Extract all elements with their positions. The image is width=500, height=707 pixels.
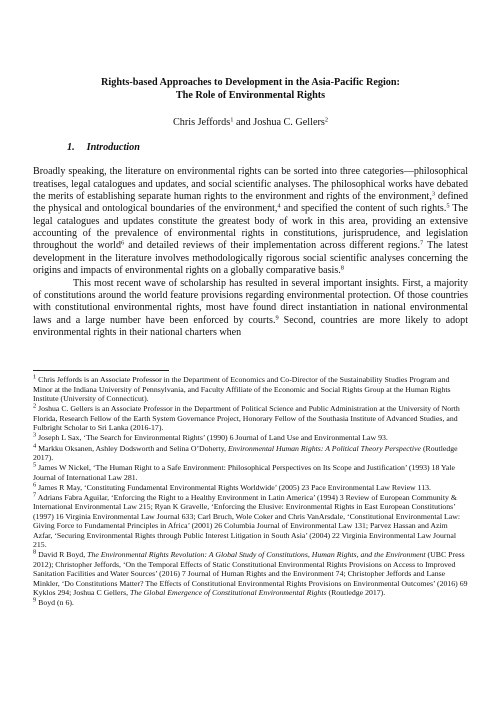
- body-text: [33, 166, 468, 339]
- footnote-text: Joshua C. Gellers is an Associate Professor in the Department of Political Science and Public Administration at the University of North Florida, Research Fellow of the Earth System Governance Project, Honorary Fellow of the Southasia Institute of Advanced Studies, and Fulbright Scholar to Sri Lanka (2016-17).: [33, 404, 460, 433]
- paragraph-1-text-d: The legal catalogues and updates constitute the greatest body of work in this area, providing an extensive accounting of the prevalence of environmental rights in constitutions, jurisprudence, and legislation throughout the world: [33, 203, 468, 252]
- paragraph-1-text-f: The latest development in the literature involves methodologically rigorous social scientific analyses concerning the origins and impacts of environmental rights on a globally comparative basis.: [33, 240, 468, 277]
- footnote-number: 2: [33, 402, 37, 410]
- footnote-number: 1: [33, 373, 37, 381]
- footnote-6: [33, 483, 468, 493]
- footnote-8: [33, 550, 468, 598]
- footnote-number: 7: [33, 491, 37, 499]
- footnote-number: 6: [33, 481, 37, 489]
- footnote-ref-6: 6: [120, 239, 125, 247]
- author-2-name: Joshua C. Gellers: [253, 117, 325, 129]
- footnote-text: David R Boyd,: [36, 550, 88, 560]
- footnote-separator: [33, 370, 169, 371]
- footnote-number: 5: [33, 461, 37, 469]
- footnote-5: [33, 463, 468, 482]
- footnote-text: Boyd (n 6).: [36, 598, 74, 608]
- paragraph-2-text-a: This most recent wave of scholarship has resulted in several important insights. First, a majority of constitutions around the world feature provisions regarding environmental protection. Of those countries with constitutional environmental rights, most have found direct instantiation in national environmental laws and a large number have been enforced by courts.: [33, 277, 468, 326]
- footnote-ref-8: 8: [340, 264, 344, 272]
- footnote-book-title: The Environmental Rights Revolution: A Global Study of Constitutions, Human Rights, and the Environment: [87, 550, 426, 560]
- paragraph-2: [33, 278, 468, 340]
- section-number: 1.: [67, 142, 75, 154]
- footnote-text: Adrians Fabra Aguilar, ‘Enforcing the Right to a Healthy Environment in Latin America’ (1994) 3 Review of European Community & International Environmental Law 215; Ryan K Gravelle, ‘Enforcing the Elusive: Environmental Rights in East European Constitutions’ (1997) 16 Virginia Environmental Law Journal 633; Carl Bruch, Wole Coker and Chris VanArsdale, ‘Constitutional Environmental Law: Giving Force to Fundamental Principles in Africa’ (2001) 26 Columbia Journal of Environmental Law 131; Parvez Hassan and Azim Azfar, ‘Securing Environmental Rights through Public Interest Litigation in South Asia’ (2004) 22 Virginia Environmental Law Journal 215.: [33, 492, 461, 550]
- footnote-text: Markku Oksanen, Ashley Dodsworth and Selina O’Doherty,: [36, 443, 228, 453]
- footnote-text: (Routledge 2017).: [33, 443, 458, 462]
- footnote-book-title: The Global Emergence of Constitutional Environmental Rights: [130, 588, 327, 598]
- footnotes: [33, 375, 468, 608]
- paragraph-1-text-a: Broadly speaking, the literature on environmental rights can be sorted into three categories—philosophical treatises, legal catalogues and updates, and social scientific analyses. The philosophical works have debated the merits of establishing separate human rights to the environment and rights of the environment,: [33, 166, 468, 203]
- author-line: [33, 116, 468, 129]
- footnote-7: [33, 493, 468, 550]
- footnote-number: 8: [33, 548, 37, 556]
- footnote-number: 9: [33, 596, 37, 604]
- footnote-3: [33, 433, 468, 443]
- footnote-9: [33, 598, 468, 608]
- author-2-footnote-mark: 2: [324, 116, 329, 124]
- footnote-2: [33, 404, 468, 433]
- author-1-footnote-mark: 1: [230, 116, 234, 124]
- section-heading: [67, 141, 468, 154]
- paragraph-1: [33, 166, 468, 277]
- paragraph-2-text-b: Second, countries are more likely to adopt environmental rights in their national charters when: [33, 314, 468, 338]
- footnote-ref-3: 3: [431, 190, 436, 198]
- footnote-text: Joseph L Sax, ‘The Search for Environmental Rights’ (1990) 6 Journal of Land Use and Environmental Law 93.: [36, 433, 388, 443]
- footnote-number: 4: [33, 442, 37, 449]
- paragraph-1-text-c: and specified the content of such rights.: [280, 203, 447, 215]
- footnote-text: (Routledge 2017).: [326, 588, 386, 598]
- footnote-book-title: Environmental Human Rights: A Political Theory Perspective: [228, 443, 422, 453]
- title-line-1: Rights-based Approaches to Development in the Asia-Pacific Region:: [101, 77, 400, 88]
- footnote-text: Chris Jeffords is an Associate Professor in the Department of Economics and Co-Director of the Sustainability Studies Program and Minor at the Indiana University of Pennsylvania, and Faculty Affiliate of the Economic and Social Rights Group at the Human Rights Institute (University of Connecticut).: [33, 375, 451, 404]
- footnote-ref-4: 4: [277, 202, 281, 210]
- author-conjunction: and: [233, 117, 254, 129]
- paragraph-1-text-e: and detailed reviews of their implementation across different regions.: [124, 240, 420, 252]
- footnote-ref-5: 5: [446, 202, 450, 210]
- section-title: Introduction: [86, 142, 140, 154]
- footnote-ref-9: 9: [275, 314, 279, 322]
- title-line-2: The Role of Environmental Rights: [175, 90, 326, 102]
- paragraph-1-text-b: defined the physical and ontological boundaries of the environment,: [33, 191, 468, 215]
- footnote-4: [33, 444, 468, 463]
- footnote-ref-7: 7: [419, 239, 424, 247]
- footnote-1: [33, 375, 468, 404]
- footnote-text: (UBC Press 2012); Christopher Jeffords, ‘On the Temporal Effects of Static Constitutional Environmental Rights Provisions on Access to Improved Sanitation Facilities and Water Sources’ (2016) 7 Journal of Human Rights and the Environment 74; Christopher Jeffords and Lanse Minkler, ‘Do Constitutions Matter? The Effects of Constitutional Environmental Rights Provisions on Environmental Outcomes’ (2016) 69 Kyklos 294; Joshua C Gellers,: [33, 550, 468, 598]
- author-1-name: Chris Jeffords: [172, 117, 231, 129]
- footnote-number: 3: [33, 431, 37, 439]
- footnote-text: James R May, ‘Constituting Fundamental Environmental Rights Worldwide’ (2005) 23 Pace Environmental Law Review 113.: [36, 482, 431, 492]
- footnote-text: James W Nickel, ‘The Human Right to a Safe Environment: Philosophical Perspectives on Its Scope and Justification’ (1993) 18 Yale Journal of International Law 281.: [33, 463, 455, 482]
- paper-title: [33, 76, 468, 102]
